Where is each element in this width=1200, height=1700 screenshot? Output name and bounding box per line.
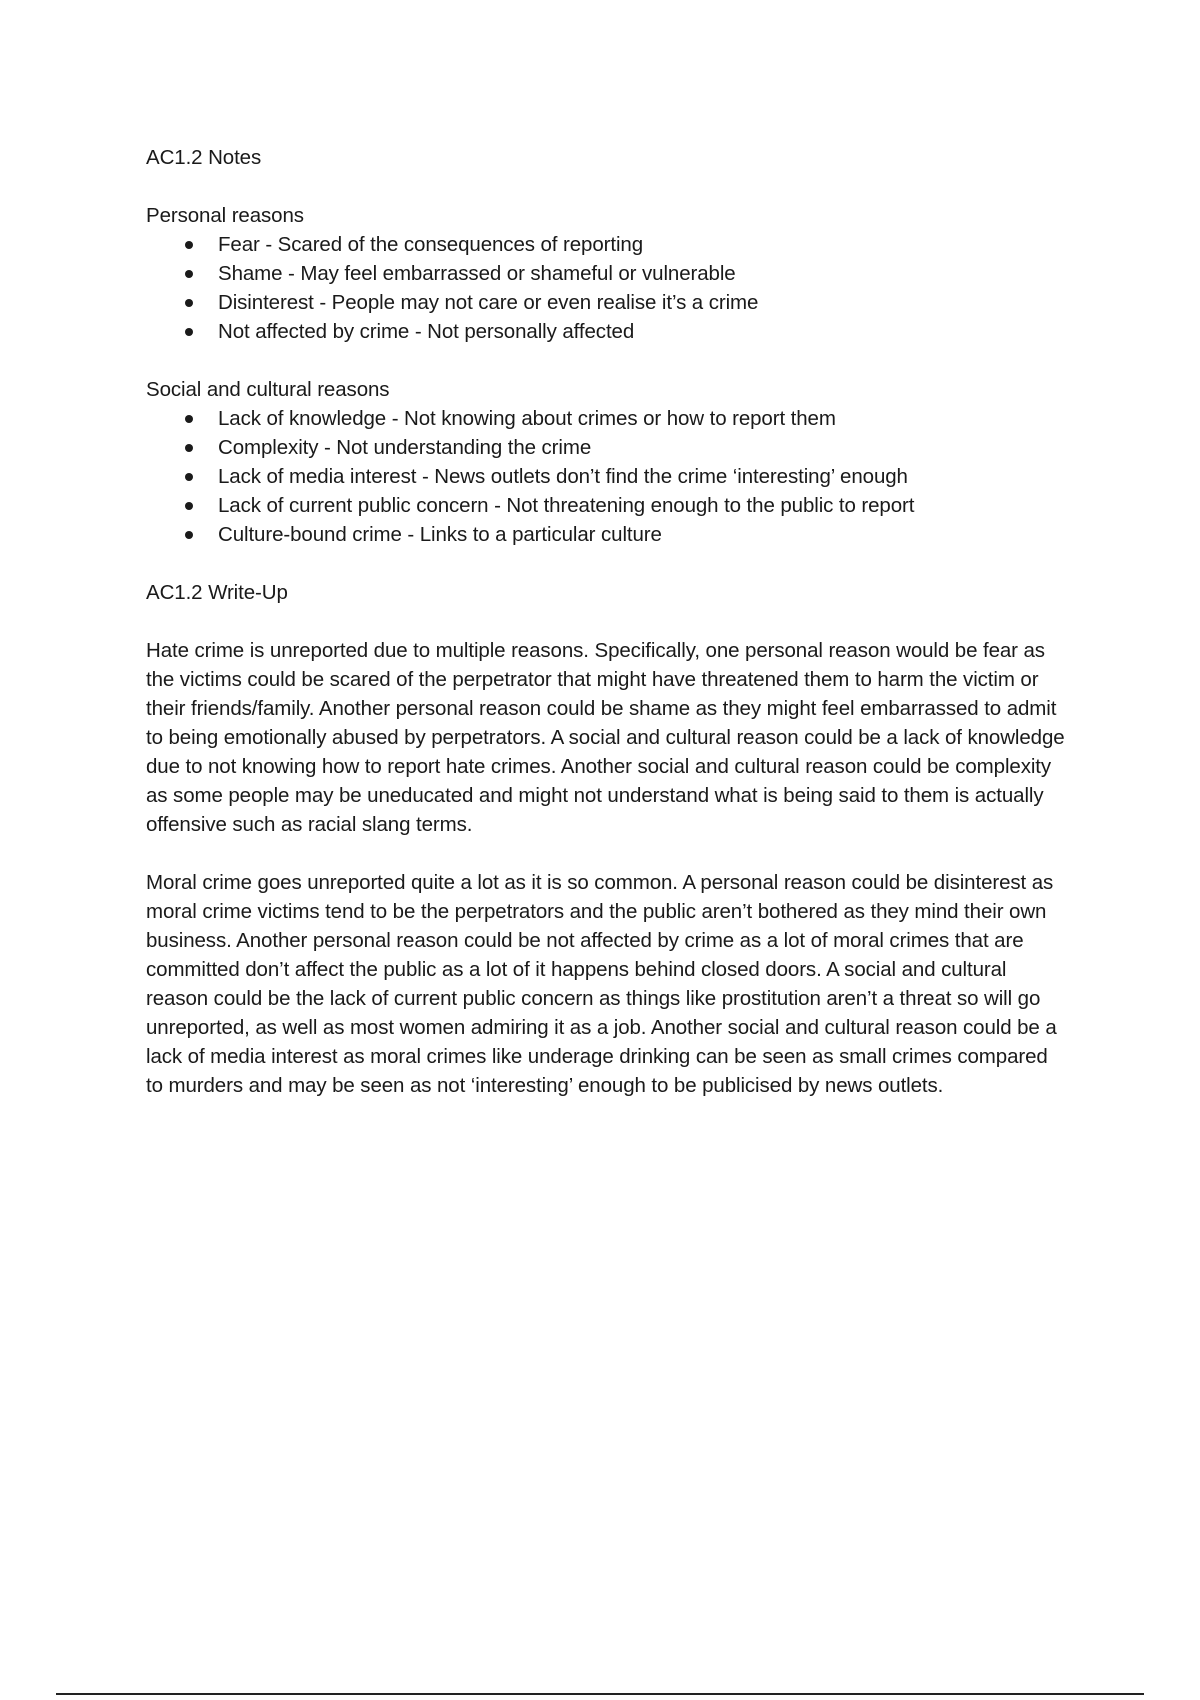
list-item-text: Shame - May feel embarrassed or shameful or vulnerable — [218, 262, 736, 285]
bullet-icon — [185, 299, 193, 307]
list-item — [146, 288, 1066, 317]
personal-reasons-list — [146, 230, 1066, 346]
bullet-icon — [185, 473, 193, 481]
writeup-paragraph-hate-crime: Hate crime is unreported due to multiple reasons. Specifically, one personal reason would be fear as the victims could be scared of the perpetrator that might have threatened them to harm the victim or their friends/family. Another personal reason could be shame as they might feel embarrassed to admit to being emotionally abused by perpetrators. A social and cultural reason could be a lack of knowledge due to not knowing how to report hate crimes. Another social and cultural reason could be complexity as some people may be uneducated and might not understand what is being said to them is actually offensive such as racial slang terms. — [146, 639, 1065, 836]
list-item-text: Lack of current public concern - Not threatening enough to the public to report — [218, 494, 915, 517]
list-item-text: Fear - Scared of the consequences of reporting — [218, 233, 644, 256]
list-item — [146, 433, 1066, 462]
document-title: AC1.2 Notes — [146, 146, 262, 169]
list-item — [146, 404, 1066, 433]
bullet-icon — [185, 415, 193, 423]
list-item — [146, 317, 1066, 346]
document-body — [146, 143, 1066, 1129]
writeup-paragraph-moral-crime: Moral crime goes unreported quite a lot as it is so common. A personal reason could be disinterest as moral crime victims tend to be the perpetrators and the public aren’t bothered as they mind their own business. Another personal reason could be not affected by crime as a lot of moral crimes that are committed don’t affect the public as a lot of it happens behind closed doors. A social and cultural reason could be the lack of current public concern as things like prostitution aren’t a threat so will go unreported, as well as most women admiring it as a job. Another social and cultural reason could be a lack of media interest as moral crimes like underage drinking can be seen as small crimes compared to murders and may be seen as not ‘interesting’ enough to be publicised by news outlets. — [146, 871, 1057, 1097]
writeup-heading: AC1.2 Write-Up — [146, 581, 288, 604]
bullet-icon — [185, 531, 193, 539]
page-bottom-rule — [56, 1693, 1144, 1695]
bullet-icon — [185, 328, 193, 336]
bullet-icon — [185, 241, 193, 249]
list-item — [146, 520, 1066, 549]
list-item — [146, 491, 1066, 520]
social-reasons-list — [146, 404, 1066, 549]
list-item — [146, 462, 1066, 491]
bullet-icon — [185, 444, 193, 452]
bullet-icon — [185, 270, 193, 278]
list-item-text: Lack of media interest - News outlets don’t find the crime ‘interesting’ enough — [218, 465, 908, 488]
list-item-text: Disinterest - People may not care or even realise it’s a crime — [218, 291, 759, 314]
list-item — [146, 259, 1066, 288]
list-item — [146, 230, 1066, 259]
social-reasons-heading: Social and cultural reasons — [146, 378, 390, 401]
personal-reasons-heading: Personal reasons — [146, 204, 304, 227]
list-item-text: Culture-bound crime - Links to a particular culture — [218, 523, 662, 546]
list-item-text: Not affected by crime - Not personally affected — [218, 320, 635, 343]
bullet-icon — [185, 502, 193, 510]
list-item-text: Lack of knowledge - Not knowing about crimes or how to report them — [218, 407, 836, 430]
list-item-text: Complexity - Not understanding the crime — [218, 436, 592, 459]
